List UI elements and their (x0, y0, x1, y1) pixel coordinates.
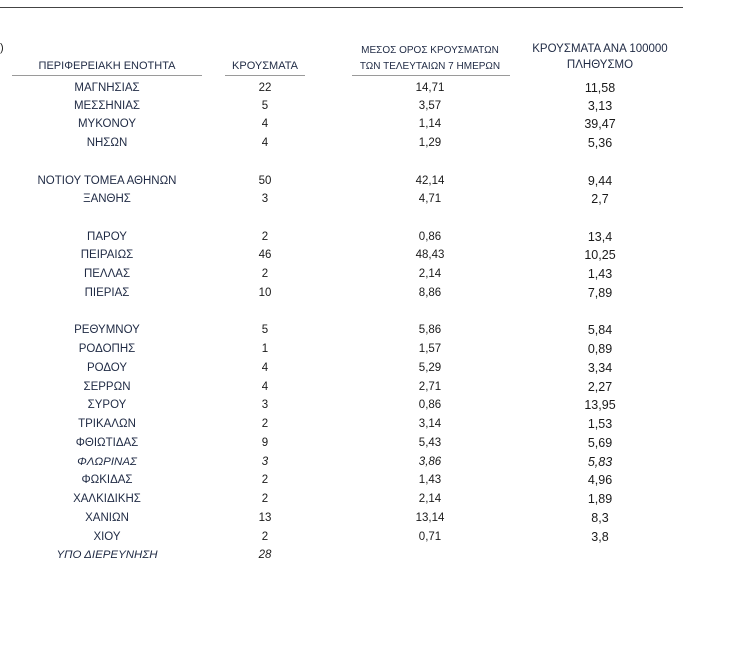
avg-cell: 3,14 (418, 418, 442, 430)
stray-mark: ) (0, 42, 4, 54)
cases-cell: 1 (261, 343, 269, 355)
region-cell: ΣΥΡΟΥ (87, 399, 127, 411)
region-cell: ΧΑΝΙΩΝ (85, 512, 129, 524)
cases-cell: 5 (261, 100, 269, 112)
per100k-cell: 1,89 (587, 492, 613, 506)
table-row (0, 190, 734, 208)
region-cell: ΦΩΚΙΔΑΣ (81, 474, 133, 486)
table-row (0, 546, 734, 564)
cases-cell: 22 (258, 82, 272, 94)
region-cell: ΥΠΟ ΔΙΕΡΕΥΝΗΣΗ (56, 549, 158, 561)
per100k-cell: 5,83 (587, 455, 613, 469)
region-cell: ΠΙΕΡΙΑΣ (84, 287, 130, 299)
region-cell: ΞΑΝΘΗΣ (83, 193, 131, 205)
per100k-cell: 1,43 (587, 267, 613, 281)
per100k-cell: 7,89 (587, 286, 613, 300)
avg-cell: 5,86 (418, 324, 442, 336)
region-cell: ΜΥΚΟΝΟΥ (77, 118, 137, 130)
table-row (0, 134, 734, 152)
table-row (0, 284, 734, 302)
per100k-cell: 11,58 (584, 81, 616, 95)
header-region: ΠΕΡΙΦΕΡΕΙΑΚΗ ΕΝΟΤΗΤΑ (38, 60, 176, 72)
avg-cell: 0,86 (418, 231, 442, 243)
table-row (0, 471, 734, 489)
cases-cell: 3 (261, 193, 269, 205)
avg-cell: 1,14 (418, 118, 442, 130)
cases-cell: 4 (261, 137, 269, 149)
table-row (0, 434, 734, 452)
avg-cell: 2,71 (418, 381, 442, 393)
per100k-cell: 3,13 (587, 99, 613, 113)
per100k-cell: 9,44 (587, 174, 613, 188)
cases-cell: 50 (258, 175, 272, 187)
per100k-cell: 2,7 (591, 192, 609, 206)
header-cases: ΚΡΟΥΣΜΑΤΑ (232, 60, 298, 72)
region-cell: ΡΕΘΥΜΝΟΥ (74, 324, 140, 336)
cases-cell: 4 (261, 118, 269, 130)
cases-cell: 2 (261, 531, 269, 543)
header-avg-line1: ΜΕΣΟΣ ΟΡΟΣ ΚΡΟΥΣΜΑΤΩΝ (361, 45, 499, 56)
avg-cell: 0,71 (418, 531, 442, 543)
region-cell: ΦΘΙΩΤΙΔΑΣ (75, 437, 139, 449)
per100k-cell: 10,25 (584, 248, 616, 262)
avg-cell: 0,86 (418, 399, 442, 411)
per100k-cell: 2,27 (587, 380, 613, 394)
table-row (0, 97, 734, 115)
header-per100k-line1: ΚΡΟΥΣΜΑΤΑ ΑΝΑ 100000 (532, 43, 668, 55)
region-cell: ΡΟΔΟΥ (86, 362, 128, 374)
region-cell: ΜΑΓΝΗΣΙΑΣ (74, 82, 140, 94)
region-cell: ΠΕΙΡΑΙΩΣ (80, 249, 134, 261)
per100k-cell: 0,89 (587, 342, 613, 356)
per100k-cell: 5,69 (587, 436, 613, 450)
table-row (0, 359, 734, 377)
region-cell: ΧΙΟΥ (93, 531, 121, 543)
cases-cell: 2 (261, 493, 269, 505)
avg-cell: 8,86 (418, 287, 442, 299)
cases-cell: 13 (258, 512, 272, 524)
avg-cell: 3,86 (418, 456, 442, 468)
per100k-cell: 8,3 (591, 511, 609, 525)
table-row (0, 378, 734, 396)
per100k-cell: 13,95 (584, 398, 616, 412)
avg-cell: 3,57 (418, 100, 442, 112)
table-row (0, 321, 734, 339)
table-row (0, 246, 734, 264)
table-row (0, 340, 734, 358)
cases-cell: 2 (261, 474, 269, 486)
avg-cell: 14,71 (415, 82, 445, 94)
avg-cell: 1,57 (418, 343, 442, 355)
region-cell: ΜΕΣΣΗΝΙΑΣ (73, 100, 141, 112)
per100k-cell: 5,84 (587, 323, 613, 337)
avg-cell: 4,71 (418, 193, 442, 205)
cases-cell: 2 (261, 268, 269, 280)
table-row (0, 265, 734, 283)
cases-cell: 3 (261, 456, 269, 468)
region-cell: ΠΕΛΛΑΣ (83, 268, 131, 280)
table-row (0, 396, 734, 414)
avg-cell: 13,14 (415, 512, 445, 524)
per100k-cell: 1,53 (587, 417, 613, 431)
table-row (0, 172, 734, 190)
avg-cell: 1,43 (418, 474, 442, 486)
avg-cell: 48,43 (415, 249, 445, 261)
avg-cell: 2,14 (418, 493, 442, 505)
per100k-cell: 13,4 (587, 230, 613, 244)
per100k-cell: 5,36 (587, 136, 613, 150)
table-row (0, 490, 734, 508)
cases-cell: 9 (261, 437, 269, 449)
table-row (0, 115, 734, 133)
per100k-cell: 39,47 (584, 117, 616, 131)
table-row (0, 415, 734, 433)
per100k-cell: 3,8 (591, 530, 609, 544)
region-cell: ΡΟΔΟΠΗΣ (78, 343, 136, 355)
region-cell: ΦΛΩΡΙΝΑΣ (77, 456, 137, 468)
region-cell: ΝΗΣΩΝ (86, 137, 128, 149)
table-row (0, 528, 734, 546)
table-row (0, 453, 734, 471)
cases-cell: 3 (261, 399, 269, 411)
header-per100k-line2: ΠΛΗΘΥΣΜΟ (566, 59, 634, 71)
region-cell: ΤΡΙΚΑΛΩΝ (78, 418, 136, 430)
cases-cell: 46 (258, 249, 272, 261)
cases-cell: 2 (261, 231, 269, 243)
table-row (0, 509, 734, 527)
cases-cell: 5 (261, 324, 269, 336)
avg-cell: 5,29 (418, 362, 442, 374)
cases-cell: 10 (258, 287, 272, 299)
region-cell: ΠΑΡΟΥ (87, 231, 127, 243)
cases-cell: 2 (261, 418, 269, 430)
header-avg-line2: ΤΩΝ ΤΕΛΕΥΤΑΙΩΝ 7 ΗΜΕΡΩΝ (359, 61, 501, 72)
avg-cell: 2,14 (418, 268, 442, 280)
table-row (0, 79, 734, 97)
per100k-cell: 4,96 (587, 473, 613, 487)
avg-cell: 1,29 (418, 137, 442, 149)
region-cell: ΣΕΡΡΩΝ (83, 381, 131, 393)
cases-cell: 28 (258, 549, 272, 561)
avg-cell: 5,43 (418, 437, 442, 449)
avg-cell: 42,14 (415, 175, 445, 187)
table-row (0, 228, 734, 246)
per100k-cell: 3,34 (587, 361, 613, 375)
cases-cell: 4 (261, 362, 269, 374)
region-cell: ΝΟΤΙΟΥ ΤΟΜΕΑ ΑΘΗΝΩΝ (37, 175, 177, 187)
region-cell: ΧΑΛΚΙΔΙΚΗΣ (73, 493, 141, 505)
cases-cell: 4 (261, 381, 269, 393)
